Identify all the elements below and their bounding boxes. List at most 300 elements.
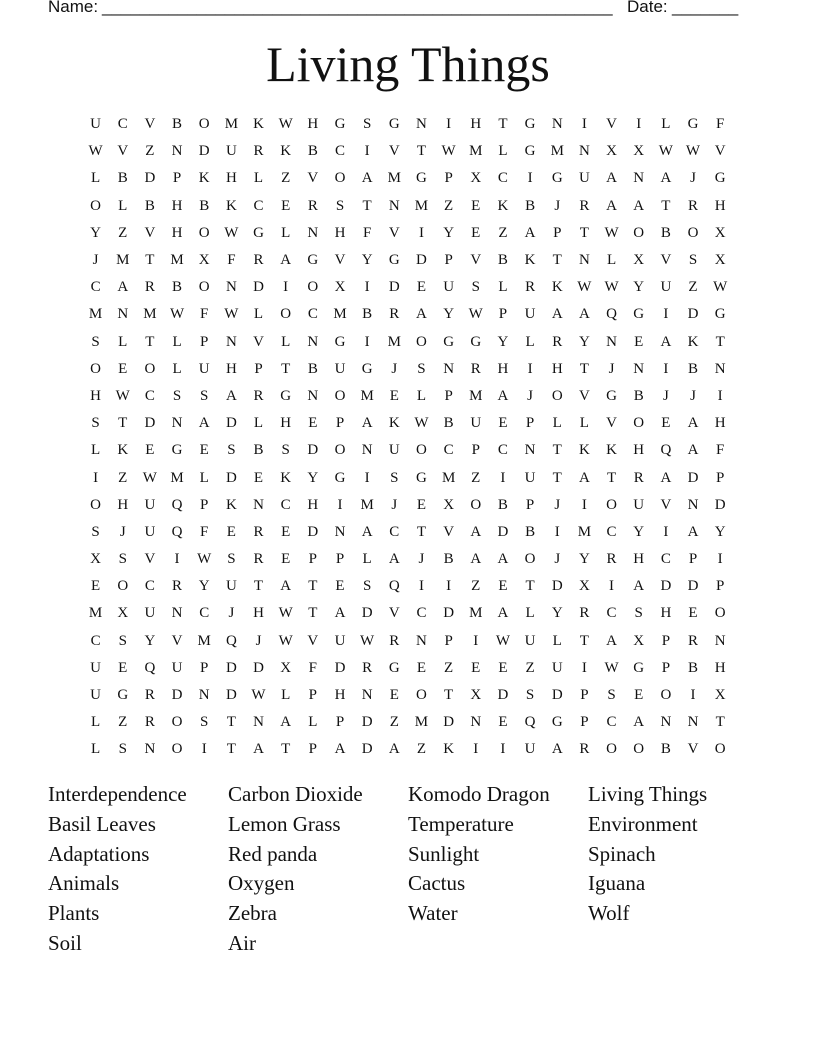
- grid-letter: U: [524, 741, 536, 758]
- grid-letter: O: [280, 306, 292, 323]
- grid-letter: V: [578, 387, 590, 404]
- grid-letter: M: [414, 714, 429, 731]
- grid-letter: M: [387, 170, 401, 187]
- grid-letter: B: [443, 415, 454, 432]
- grid-letter: G: [551, 714, 563, 731]
- grid-letter: A: [280, 252, 292, 269]
- grid-letter: G: [633, 306, 645, 323]
- grid-letter: D: [225, 687, 237, 704]
- grid-letter: G: [714, 306, 726, 323]
- grid-letter: C: [497, 442, 508, 459]
- grid-letter: T: [118, 415, 128, 432]
- grid-letter: A: [253, 741, 264, 758]
- word-bank-item: Spinach: [588, 841, 656, 866]
- grid-letter: J: [662, 387, 669, 404]
- grid-letter: V: [307, 632, 319, 649]
- grid-letter: H: [253, 605, 264, 622]
- grid-letter: E: [281, 523, 291, 540]
- grid-letter: N: [307, 333, 319, 350]
- grid-letter: X: [714, 687, 726, 704]
- grid-letter: S: [607, 687, 616, 704]
- grid-letter: P: [444, 252, 453, 269]
- grid-letter: A: [117, 279, 129, 296]
- grid-letter: X: [470, 170, 482, 187]
- grid-letter: N: [361, 687, 373, 704]
- grid-letter: D: [388, 279, 400, 296]
- grid-letter: M: [116, 252, 130, 269]
- grid-letter: U: [198, 360, 210, 377]
- grid-letter: N: [361, 442, 373, 459]
- grid-letter: A: [687, 442, 699, 459]
- grid-letter: P: [444, 170, 453, 187]
- grid-letter: B: [307, 143, 318, 160]
- grid-letter: V: [253, 333, 264, 350]
- grid-letter: D: [687, 578, 699, 595]
- grid-letter: T: [661, 197, 671, 214]
- grid-letter: N: [687, 496, 699, 513]
- grid-letter: X: [334, 279, 346, 296]
- grid-letter: R: [362, 659, 373, 676]
- grid-letter: R: [579, 605, 590, 622]
- grid-letter: M: [577, 523, 592, 540]
- grid-letter: X: [90, 551, 101, 568]
- grid-letter: W: [169, 306, 185, 323]
- grid-letter: I: [554, 523, 560, 540]
- grid-letter: X: [714, 252, 726, 269]
- grid-letter: U: [225, 143, 237, 160]
- grid-letter: V: [171, 632, 183, 649]
- grid-letter: N: [198, 687, 210, 704]
- grid-letter: V: [443, 523, 455, 540]
- grid-letter: P: [172, 170, 182, 187]
- grid-letter: I: [364, 469, 370, 486]
- word-bank-item: Sunlight: [408, 841, 480, 866]
- name-field-line: ______________________________________________________: [102, 0, 613, 16]
- grid-letter: I: [636, 116, 642, 133]
- grid-letter: B: [362, 306, 373, 323]
- grid-letter: O: [117, 578, 129, 595]
- grid-letter: C: [606, 523, 617, 540]
- grid-letter: C: [606, 605, 617, 622]
- grid-row: [82, 655, 734, 682]
- grid-letter: I: [201, 741, 207, 758]
- grid-letter: I: [337, 496, 343, 513]
- grid-row: [82, 573, 734, 600]
- grid-letter: E: [471, 224, 481, 241]
- grid-letter: M: [170, 252, 184, 269]
- grid-letter: B: [144, 197, 155, 214]
- grid-letter: I: [663, 523, 669, 540]
- grid-letter: O: [714, 741, 726, 758]
- grid-letter: R: [144, 714, 155, 731]
- grid-letter: J: [554, 551, 561, 568]
- grid-letter: A: [633, 714, 645, 731]
- grid-letter: D: [307, 523, 319, 540]
- grid-letter: A: [470, 523, 482, 540]
- grid-letter: G: [253, 224, 264, 241]
- grid-letter: J: [418, 551, 425, 568]
- grid-letter: O: [633, 741, 645, 758]
- grid-letter: J: [554, 496, 561, 513]
- grid-letter: N: [307, 387, 319, 404]
- grid-letter: P: [308, 687, 317, 704]
- grid-letter: I: [690, 687, 696, 704]
- grid-letter: G: [361, 360, 373, 377]
- grid-letter: B: [688, 659, 699, 676]
- grid-letter: J: [608, 360, 615, 377]
- grid-letter: D: [253, 279, 264, 296]
- grid-letter: B: [172, 279, 183, 296]
- grid-letter: W: [495, 632, 510, 649]
- grid-letter: K: [578, 442, 590, 459]
- grid-letter: M: [197, 632, 211, 649]
- grid-letter: E: [498, 415, 508, 432]
- page-title: Living Things: [266, 36, 550, 92]
- grid-letter: A: [388, 551, 400, 568]
- grid-letter: S: [417, 360, 426, 377]
- grid-letter: O: [334, 170, 346, 187]
- grid-letter: O: [144, 360, 156, 377]
- grid-letter: X: [578, 578, 590, 595]
- grid-letter: P: [200, 659, 209, 676]
- grid-letter: U: [144, 496, 156, 513]
- grid-letter: E: [498, 659, 508, 676]
- grid-letter: F: [227, 252, 236, 269]
- grid-letter: R: [253, 551, 264, 568]
- name-label: Name:: [48, 0, 99, 16]
- grid-letter: N: [388, 197, 400, 214]
- grid-letter: A: [361, 415, 373, 432]
- grid-letter: U: [144, 523, 156, 540]
- grid-letter: D: [225, 469, 237, 486]
- grid-letter: R: [253, 523, 264, 540]
- grid-letter: Z: [471, 578, 481, 595]
- grid-letter: P: [444, 387, 453, 404]
- grid-letter: D: [687, 306, 699, 323]
- grid-letter: U: [470, 415, 482, 432]
- grid-letter: U: [578, 170, 590, 187]
- grid-letter: D: [307, 442, 319, 459]
- grid-row: [82, 437, 734, 464]
- grid-letter: N: [416, 116, 427, 133]
- grid-letter: Z: [145, 143, 155, 160]
- grid-letter: I: [174, 551, 180, 568]
- grid-letter: A: [578, 469, 590, 486]
- grid-letter: P: [471, 442, 480, 459]
- grid-letter: J: [391, 496, 398, 513]
- grid-letter: A: [687, 415, 699, 432]
- grid-letter: G: [388, 116, 400, 133]
- grid-letter: X: [280, 659, 292, 676]
- grid-letter: H: [660, 605, 672, 622]
- grid-letter: C: [144, 387, 155, 404]
- grid-letter: N: [687, 714, 699, 731]
- grid-letter: J: [92, 252, 99, 269]
- grid-letter: I: [527, 360, 533, 377]
- grid-letter: N: [551, 116, 563, 133]
- grid-letter: T: [281, 741, 291, 758]
- grid-letter: C: [253, 197, 264, 214]
- grid-letter: R: [144, 687, 155, 704]
- grid-letter: L: [416, 387, 427, 404]
- grid-letter: B: [660, 224, 671, 241]
- grid-letter: D: [443, 714, 455, 731]
- grid-letter: M: [469, 605, 483, 622]
- grid-letter: P: [254, 360, 263, 377]
- grid-letter: U: [524, 306, 536, 323]
- grid-row: [82, 356, 734, 383]
- grid-letter: O: [633, 415, 645, 432]
- grid-letter: N: [334, 523, 346, 540]
- grid-letter: S: [91, 415, 100, 432]
- header: [48, 0, 748, 19]
- grid-letter: N: [633, 360, 645, 377]
- grid-letter: L: [579, 415, 589, 432]
- grid-letter: D: [225, 415, 237, 432]
- grid-letter: H: [117, 496, 129, 513]
- grid-letter: H: [225, 360, 237, 377]
- grid-letter: U: [144, 605, 156, 622]
- grid-letter: T: [416, 523, 427, 540]
- grid-letter: F: [308, 659, 317, 676]
- grid-letter: K: [551, 279, 563, 296]
- grid-letter: J: [119, 523, 126, 540]
- grid-letter: D: [660, 578, 672, 595]
- grid-letter: L: [172, 360, 182, 377]
- grid-letter: Y: [551, 605, 563, 622]
- grid-letter: V: [470, 252, 482, 269]
- grid-letter: V: [144, 224, 156, 241]
- grid-letter: G: [551, 170, 563, 187]
- grid-letter: L: [552, 415, 562, 432]
- grid-letter: J: [690, 387, 696, 404]
- grid-letter: H: [90, 387, 101, 404]
- grid-letter: A: [225, 387, 237, 404]
- grid-letter: O: [660, 687, 672, 704]
- grid-letter: N: [660, 714, 672, 731]
- grid-letter: A: [606, 170, 617, 187]
- grid-letter: M: [550, 143, 564, 160]
- grid-letter: M: [88, 605, 103, 622]
- grid-letter: H: [714, 197, 726, 214]
- grid-row: [82, 492, 734, 519]
- word-bank-item: Lemon Grass: [228, 811, 341, 836]
- grid-letter: E: [281, 551, 291, 568]
- grid-letter: E: [389, 387, 399, 404]
- grid-letter: I: [500, 469, 506, 486]
- grid-letter: O: [334, 442, 346, 459]
- grid-letter: K: [198, 170, 210, 187]
- grid-letter: H: [551, 360, 563, 377]
- grid-letter: Z: [444, 197, 454, 214]
- grid-letter: A: [524, 224, 536, 241]
- grid-letter: F: [716, 116, 725, 133]
- grid-row: [82, 220, 734, 247]
- grid-letter: H: [497, 360, 509, 377]
- grid-letter: M: [170, 469, 184, 486]
- grid-letter: N: [633, 170, 645, 187]
- grid-letter: P: [525, 415, 535, 432]
- grid-letter: L: [199, 469, 209, 486]
- grid-letter: L: [362, 551, 372, 568]
- grid-letter: T: [606, 469, 617, 486]
- grid-letter: C: [416, 605, 427, 622]
- grid-letter: I: [581, 116, 587, 133]
- grid-letter: D: [551, 578, 563, 595]
- word-bank-item: Soil: [48, 930, 82, 955]
- grid-letter: C: [660, 551, 671, 568]
- grid-letter: A: [280, 578, 292, 595]
- word-bank-item: Animals: [48, 871, 120, 896]
- grid-letter: N: [171, 415, 183, 432]
- grid-letter: C: [606, 714, 617, 731]
- grid-letter: W: [197, 551, 212, 568]
- grid-letter: Z: [118, 469, 128, 486]
- grid-letter: Q: [606, 306, 617, 323]
- grid-letter: A: [334, 741, 346, 758]
- grid-letter: L: [281, 687, 291, 704]
- grid-letter: N: [307, 224, 319, 241]
- grid-row: [82, 410, 734, 437]
- grid-letter: T: [362, 197, 372, 214]
- grid-letter: S: [688, 252, 698, 269]
- grid-letter: S: [390, 469, 399, 486]
- word-bank-item: Living Things: [588, 782, 708, 806]
- word-bank-item: Red panda: [228, 841, 318, 866]
- grid-letter: K: [443, 741, 455, 758]
- grid-letter: K: [225, 496, 237, 513]
- grid-letter: O: [416, 687, 427, 704]
- grid-letter: T: [226, 714, 236, 731]
- grid-letter: H: [307, 116, 319, 133]
- grid-letter: H: [334, 687, 346, 704]
- grid-letter: W: [278, 605, 293, 622]
- grid-letter: C: [199, 605, 210, 622]
- grid-letter: N: [470, 714, 482, 731]
- grid-letter: N: [606, 333, 617, 350]
- grid-letter: W: [658, 143, 673, 160]
- grid-letter: L: [90, 714, 101, 731]
- grid-letter: E: [90, 578, 101, 595]
- grid-letter: C: [307, 306, 318, 323]
- grid-letter: O: [198, 116, 210, 133]
- grid-letter: I: [446, 578, 452, 595]
- grid-letter: N: [171, 605, 183, 622]
- grid-letter: W: [224, 224, 239, 241]
- grid-letter: T: [715, 714, 725, 731]
- grid-letter: U: [660, 279, 672, 296]
- grid-letter: L: [281, 333, 291, 350]
- grid-letter: B: [660, 741, 671, 758]
- grid-letter: I: [663, 306, 669, 323]
- grid-letter: B: [199, 197, 210, 214]
- grid-letter: T: [444, 687, 454, 704]
- grid-letter: S: [525, 687, 535, 704]
- grid-letter: E: [118, 659, 128, 676]
- grid-letter: A: [578, 306, 590, 323]
- word-bank-item: Wolf: [588, 901, 630, 926]
- grid-letter: O: [633, 224, 645, 241]
- grid-letter: G: [524, 143, 536, 160]
- grid-letter: A: [497, 387, 509, 404]
- grid-letter: T: [308, 578, 318, 595]
- grid-letter: N: [578, 143, 590, 160]
- grid-letter: W: [685, 143, 701, 160]
- letter-grid: [82, 111, 734, 764]
- grid-letter: L: [525, 605, 535, 622]
- grid-letter: A: [334, 605, 346, 622]
- grid-letter: B: [443, 551, 454, 568]
- grid-letter: R: [389, 306, 400, 323]
- grid-letter: Y: [578, 333, 590, 350]
- grid-letter: A: [388, 741, 400, 758]
- grid-letter: B: [117, 170, 128, 187]
- grid-letter: A: [470, 551, 482, 568]
- grid-letter: K: [606, 442, 617, 459]
- grid-letter: C: [389, 523, 400, 540]
- grid-letter: K: [253, 116, 264, 133]
- grid-letter: U: [171, 659, 183, 676]
- grid-letter: C: [144, 578, 155, 595]
- grid-letter: V: [388, 605, 400, 622]
- grid-letter: N: [443, 360, 455, 377]
- grid-letter: R: [144, 279, 155, 296]
- grid-letter: V: [144, 551, 156, 568]
- grid-letter: B: [525, 523, 536, 540]
- grid-letter: M: [469, 143, 483, 160]
- grid-letter: Y: [497, 333, 509, 350]
- grid-letter: M: [88, 306, 103, 323]
- grid-letter: H: [470, 116, 482, 133]
- grid-letter: R: [688, 197, 699, 214]
- grid-letter: E: [471, 659, 481, 676]
- grid-letter: U: [225, 578, 237, 595]
- grid-letter: N: [714, 632, 726, 649]
- grid-letter: E: [118, 360, 128, 377]
- grid-letter: G: [470, 333, 482, 350]
- grid-letter: H: [225, 170, 237, 187]
- grid-letter: I: [527, 170, 533, 187]
- grid-letter: E: [389, 687, 399, 704]
- grid-letter: F: [362, 224, 372, 241]
- grid-letter: O: [416, 442, 427, 459]
- grid-letter: O: [606, 496, 617, 513]
- grid-letter: X: [633, 252, 645, 269]
- grid-letter: K: [388, 415, 400, 432]
- grid-letter: V: [660, 496, 672, 513]
- grid-letter: D: [144, 415, 156, 432]
- grid-letter: S: [227, 442, 236, 459]
- grid-letter: L: [90, 442, 101, 459]
- grid-letter: S: [227, 551, 236, 568]
- grid-letter: C: [443, 442, 454, 459]
- grid-letter: T: [145, 252, 155, 269]
- word-bank-item: Iguana: [588, 871, 646, 896]
- word-bank-item: Komodo Dragon: [408, 782, 550, 806]
- grid-letter: C: [280, 496, 291, 513]
- grid-letter: W: [713, 279, 728, 296]
- grid-letter: N: [253, 714, 264, 731]
- word-bank-item: Interdependence: [48, 782, 187, 806]
- grid-letter: N: [117, 306, 129, 323]
- grid-letter: S: [634, 605, 643, 622]
- grid-letter: H: [171, 224, 183, 241]
- grid-letter: N: [578, 252, 590, 269]
- grid-letter: I: [283, 279, 289, 296]
- grid-row: [82, 628, 734, 655]
- grid-letter: T: [281, 360, 291, 377]
- grid-letter: D: [361, 605, 373, 622]
